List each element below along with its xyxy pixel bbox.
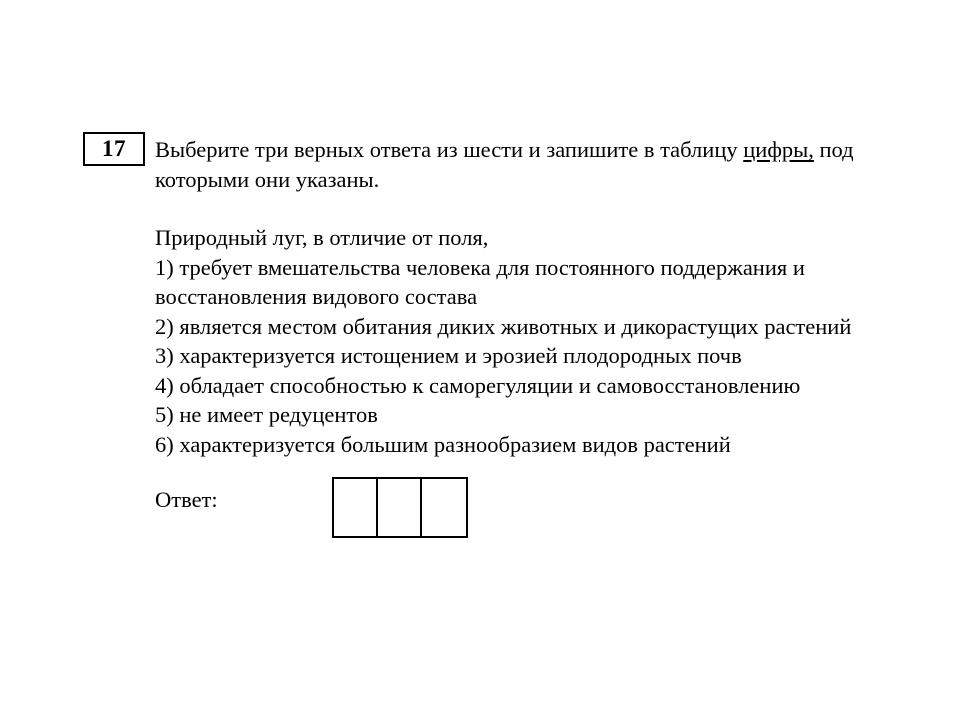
answer-label: Ответ:	[155, 487, 218, 512]
task-number-box	[83, 132, 145, 166]
question-stem: Природный луг, в отличие от поля,	[155, 225, 489, 250]
answer-row	[155, 477, 935, 537]
instruction-line-2: которыми они указаны.	[155, 166, 380, 192]
option-3: 3) характеризуется истощением и эрозией плодородных почв	[155, 343, 742, 368]
answer-cell-3[interactable]	[422, 479, 466, 536]
answer-cell-2[interactable]	[378, 479, 422, 536]
option-6: 6) характеризуется большим разнообразием видов растений	[155, 431, 731, 457]
answer-table	[332, 477, 468, 538]
answer-cell-1[interactable]	[334, 479, 378, 536]
instruction-text: Выберите три верных ответа из шести и запишите в таблицу	[155, 137, 744, 162]
option-5: 5) не имеет редуцентов	[155, 402, 378, 427]
instruction-text-end: под	[813, 137, 854, 162]
instruction-emphasis: цифры,	[743, 137, 814, 162]
task-number: 17	[102, 136, 126, 161]
option-2: 2) является местом обитания диких животных и дикорастущих растений	[155, 313, 852, 339]
task-content	[155, 135, 935, 537]
option-1-continuation: восстановления видового состава	[155, 284, 478, 309]
spacer	[155, 459, 935, 477]
instruction-line-1	[155, 135, 935, 165]
option-1: 1) требует вмешательства человека для постоянного поддержания и	[155, 254, 805, 280]
spacer	[155, 194, 935, 223]
option-4: 4) обладает способностью к саморегуляции и самовосстановлению	[155, 372, 801, 398]
